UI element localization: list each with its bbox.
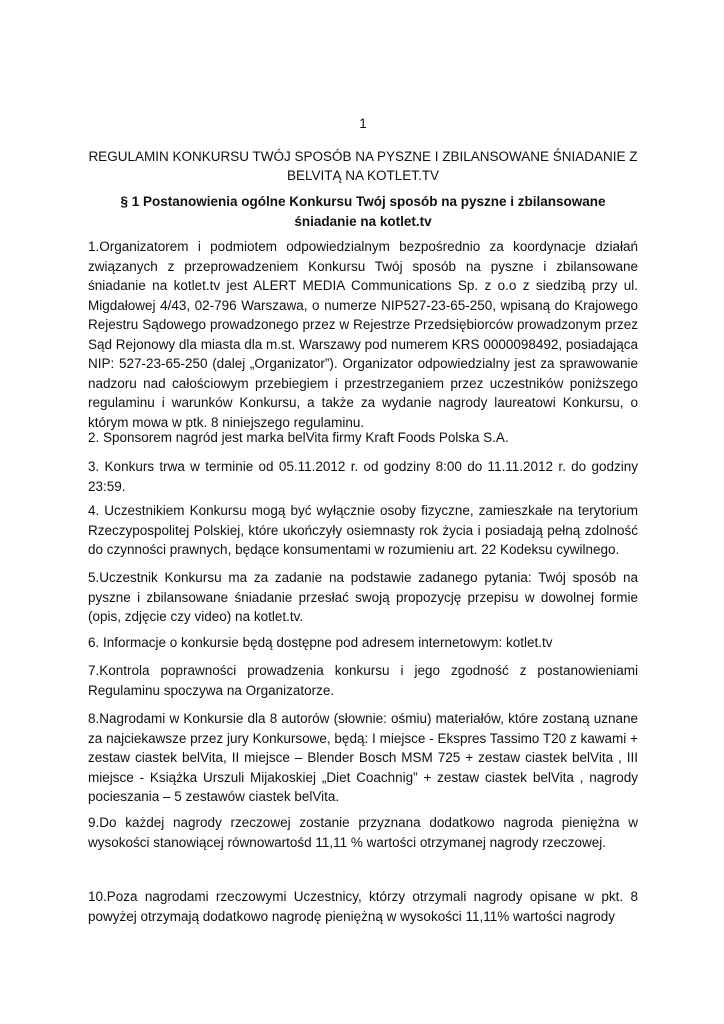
paragraph-8: 8.Nagrodami w Konkursie dla 8 autorów (słownie: ośmiu) materiałów, które zostaną uznane za najciekawsze przez jury Konkursowe, będą: I miejsce - Ekspres Tassimo T20 z kawami + zestaw ciastek belVita, II miejsce – Blender Bosch MSM 725 + zestaw ciastek belVita , III miejsce - Książka Urszuli Mijakoskiej „Diet Coachnig” + zestaw ciastek belVita , nagrody pocieszania – 5 zestawów ciastek belVita. bbox=[88, 711, 638, 804]
paragraph-6: 6. Informacje o konkursie będą dostępne pod adresem internetowym: kotlet.tv bbox=[88, 635, 553, 650]
section-heading: § 1 Postanowienia ogólne Konkursu Twój sposób na pyszne i zbilansowane śniadanie na kotlet.tv bbox=[120, 194, 606, 229]
page-number: 1 bbox=[359, 116, 367, 131]
paragraph-1: 1.Organizatorem i podmiotem odpowiedzialnym bezpośrednio za koordynacje działań związanych z przeprowadzeniem Konkursu Twój sposób na pyszne i zbilansowane śniadanie na kotlet.tv jest ALERT MEDIA Communications Sp. z o.o z siedzibą przy ul. Migdałowej 4/43, 02-796 Warszawa, o numerze NIP527-23-65-250, wpisaną do Krajowego Rejestru Sądowego prowadzonego przez w Rejestrze Przedsiębiorców prowadzonym przez Sąd Rejonowy dla miasta dla m.st. Warszawy pod numerem KRS 0000098492, posiadająca NIP: 527-23-65-250 (dalej „Organizator”). Organizator odpowiedzialny jest za sprawowanie nadzoru nad całościowym przebiegiem i przestrzeganiem przez uczestników poniższego regulaminu i warunków Konkursu, a także za wydanie nagrody laureatowi Konkursu, o którym mowa w ptk. 8 niniejszego regulaminu. bbox=[88, 239, 638, 430]
paragraph-9: 9.Do każdej nagrody rzeczowej zostanie przyznana dodatkowo nagroda pieniężna w wysokości stanowiącej równowartośd 11,11 % wartości otrzymanej nagrody rzeczowej. bbox=[88, 815, 638, 850]
paragraph-2: 2. Sponsorem nagród jest marka belVita firmy Kraft Foods Polska S.A. bbox=[88, 430, 509, 445]
paragraph-3: 3. Konkurs trwa w terminie od 05.11.2012 r. od godziny 8:00 do 11.11.2012 r. do godziny 23:59. bbox=[88, 459, 638, 494]
paragraph-4: 4. Uczestnikiem Konkursu mogą być wyłącznie osoby fizyczne, zamieszkałe na terytorium Rzeczypospolitej Polskiej, które ukończyły osiemnasty rok życia i posiadają pełną zdolność do czynności prawnych, będące konsumentami w rozumieniu art. 22 Kodeksu cywilnego. bbox=[88, 503, 638, 557]
paragraph-5: 5.Uczestnik Konkursu ma za zadanie na podstawie zadanego pytania: Twój sposób na pyszne i zbilansowane śniadanie przesłać swoją propozycję przepisu w dowolnej formie (opis, zdjęcie czy video) na kotlet.tv. bbox=[88, 570, 638, 624]
paragraph-7: 7.Kontrola poprawności prowadzenia konkursu i jego zgodność z postanowieniami Regulaminu spoczywa na Organizatorze. bbox=[88, 663, 638, 698]
paragraph-10: 10.Poza nagrodami rzeczowymi Uczestnicy, którzy otrzymali nagrody opisane w pkt. 8 powyżej otrzymają dodatkowo nagrodę pieniężną w wysokości 11,11% wartości nagrody bbox=[88, 889, 638, 924]
document-title: REGULAMIN KONKURSU TWÓJ SPOSÓB NA PYSZNE I ZBILANSOWANE ŚNIADANIE Z BELVITĄ NA KOTLET.TV bbox=[88, 149, 638, 183]
